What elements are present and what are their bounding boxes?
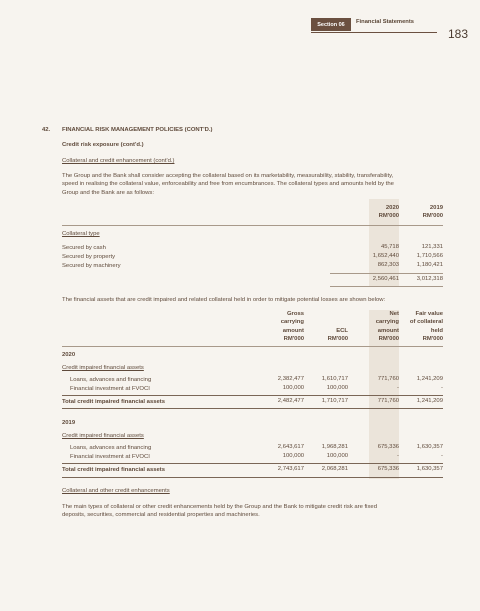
table2-cell: 100,000 (282, 453, 304, 459)
table1-cell: 45,718 (380, 244, 399, 250)
table2-total-cell: 1,241,209 (416, 398, 443, 404)
paragraph-line: The Group and the Bank shall consider accepting the collateral based on its marketability, measurability, stability, transferability, (62, 173, 394, 179)
table2-header-ecl (306, 310, 348, 344)
table2-cell: - (441, 385, 443, 391)
table1-row-label: Secured by machinery (62, 263, 121, 269)
table2-header-rule (62, 346, 443, 347)
header-line: amount (377, 327, 399, 334)
header-line: of collateral (409, 319, 443, 326)
table2-header-fair-value (400, 310, 443, 344)
table1-col-2019: 2019 (429, 205, 443, 211)
header-rule (311, 32, 437, 33)
table2-total-cell: 1,710,717 (321, 398, 348, 404)
paragraph-line: Group and the Bank are as follows: (62, 189, 155, 196)
table2-total-cell: 2,743,617 (277, 466, 304, 472)
note-number: 42. (42, 127, 51, 133)
table1-total-2019: 3,012,318 (416, 276, 443, 282)
page-number: 183 (448, 27, 469, 41)
table1-cell: 1,652,440 (372, 253, 399, 259)
header-line: RM'000 (378, 336, 399, 343)
header-line (306, 318, 348, 326)
table2-total-bottom-rule (62, 408, 443, 409)
table2-cell: 100,000 (326, 453, 348, 459)
header-line: RM'000 (327, 336, 348, 343)
table1-total-rule (330, 273, 443, 274)
table1-col-2020-unit: RM'000 (378, 213, 399, 219)
table2-section-label: Credit impaired financial assets (62, 433, 144, 439)
table1-header-rule (62, 225, 443, 226)
table1-cell: 1,710,566 (416, 253, 443, 259)
table2-total-cell: 2,068,281 (321, 466, 348, 472)
table1-row-label: Secured by cash (62, 245, 106, 251)
table2-row-label: Loans, advances and financing (70, 445, 152, 451)
table2-total-cell: 675,336 (377, 466, 399, 472)
table2-cell: 1,241,209 (416, 376, 443, 382)
table1-bottom-rule (330, 286, 443, 287)
table2-total-cell: 2,482,477 (277, 398, 304, 404)
table2-header-gross (252, 310, 304, 344)
table2-header-net (350, 310, 399, 344)
header-line: carrying (280, 319, 304, 326)
table2-total-rule (62, 395, 443, 396)
table1-cell: 121,331 (421, 244, 443, 250)
table1-section-label: Collateral type (62, 231, 100, 237)
table2-cell: 675,336 (377, 444, 399, 450)
header-line: held (430, 327, 443, 334)
table1-col-2020: 2020 (385, 205, 399, 211)
header-line: RM'000 (283, 336, 304, 343)
table2-cell: 1,968,281 (321, 444, 348, 450)
table2-cell: - (441, 453, 443, 459)
table2-total-label: Total credit impaired financial assets (62, 399, 166, 405)
paragraph-impaired: The financial assets that are credit impaired and related collateral held in order to mitigate potential losses are shown below: (62, 297, 386, 303)
header-line: amount (282, 327, 304, 334)
table2-cell: - (397, 385, 399, 391)
table2-total-label: Total credit impaired financial assets (62, 467, 166, 473)
table1-cell: 1,180,421 (416, 262, 443, 268)
paragraph-line: deposits, securities, commercial and residential properties and machineries. (62, 512, 260, 519)
header-line: ECL (336, 327, 348, 334)
table2-year-2020: 2020 (62, 352, 76, 358)
table2-row-label: Loans, advances and financing (70, 377, 152, 383)
table2-cell: 100,000 (282, 385, 304, 391)
table2-cell: 2,643,617 (277, 444, 304, 450)
paragraph-collateral (62, 172, 452, 197)
note-subheading: Collateral and credit enhancement (cont'd.) (62, 158, 175, 164)
table2-cell: - (397, 453, 399, 459)
header-line: RM'000 (422, 336, 443, 343)
table2-total-rule (62, 463, 443, 464)
table2-cell: 1,630,357 (416, 444, 443, 450)
paragraph-line: The main types of collateral or other credit enhancements held by the Group and the Bank to mitigate credit risk are fixed (62, 504, 377, 510)
table2-total-cell: 771,760 (377, 398, 399, 404)
subheading-other-enhancements: Collateral and other credit enhancements (62, 488, 170, 494)
paragraph-enhancements (62, 503, 452, 520)
note-subtitle: Credit risk exposure (cont'd.) (62, 142, 144, 148)
header-line (306, 310, 348, 318)
paragraph-line: speed in realising the collateral value, enforceability and free from encumbrances. The collateral types and amounts held by the (62, 181, 394, 188)
header-line: Fair value (415, 311, 443, 317)
table2-cell: 2,382,477 (277, 376, 304, 382)
header-line: Gross (286, 311, 304, 317)
table2-cell: 771,760 (377, 376, 399, 382)
table2-total-cell: 1,630,357 (416, 466, 443, 472)
table2-row-label: Financial investment at FVOCI (70, 454, 150, 460)
note-title: FINANCIAL RISK MANAGEMENT POLICIES (CONT'D.) (62, 127, 213, 133)
table2-total-bottom-rule (62, 477, 443, 478)
table2-row-label: Financial investment at FVOCI (70, 386, 150, 392)
table1-cell: 862,303 (377, 262, 399, 268)
table2-section-label: Credit impaired financial assets (62, 365, 144, 371)
table1-total-2020: 2,560,461 (372, 276, 399, 282)
table2-cell: 100,000 (326, 385, 348, 391)
header-line: carrying (375, 319, 399, 326)
section-title: Financial Statements (356, 19, 414, 25)
section-badge: Section 06 (311, 18, 351, 31)
table1-col-2019-unit: RM'000 (422, 213, 443, 219)
header-line: Net (389, 311, 399, 317)
table2-year-2019: 2019 (62, 420, 76, 426)
table2-cell: 1,610,717 (321, 376, 348, 382)
table1-row-label: Secured by property (62, 254, 116, 260)
